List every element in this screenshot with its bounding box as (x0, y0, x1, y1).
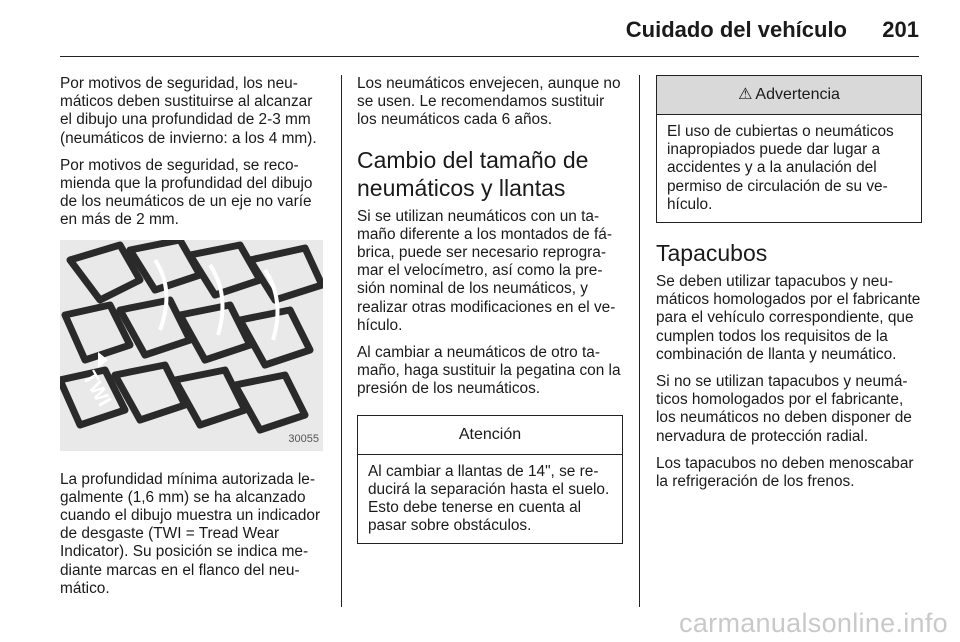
section-heading-tire-size: Cambio del tamaño de neumáticos y llantas (357, 146, 589, 201)
paragraph-tire-aging: Los neumáticos envejecen, aunque no se usen. Le recomendamos sustituir los neumáticos cada 6 años. (357, 75, 621, 129)
column-3 (656, 75, 922, 500)
column-2 (357, 75, 623, 554)
warning-title: Advertencia (755, 85, 840, 103)
warning-triangle-icon: ⚠ (738, 85, 753, 103)
tire-tread-illustration (60, 240, 323, 451)
paragraph-size-change: Si se utilizan neumáticos con un tamaño diferente a los montados de fábrica, puede ser necesario reprogramar el velocímetro, así como la presión nominal de los neumáticos, y realizar otras modificaciones en el vehículo. (357, 207, 616, 334)
paragraph-pressure-sticker: Al cambiar a neumáticos de otro tamaño, haga sustituir la pegatina con la presión de los neumáticos. (357, 344, 621, 398)
warning-header (657, 76, 921, 115)
column-divider-1 (341, 75, 342, 607)
watermark: carmanualsonline.info (679, 608, 948, 638)
notice-box (357, 415, 623, 545)
twi-marking: TWI (77, 367, 116, 411)
tire-tread-figure (60, 240, 323, 451)
section-heading-hubcaps: Tapacubos (656, 240, 768, 267)
warning-box (656, 75, 922, 223)
paragraph-axle-difference: Por motivos de seguridad, se recomienda que la profundidad del dibujo de los neumáticos de un eje no varíe en más de 2 mm. (60, 156, 313, 229)
page-header (60, 0, 919, 57)
figure-number: 30055 (288, 433, 319, 446)
page-number: 201 (882, 17, 919, 42)
paragraph-brake-cooling: Los tapacubos no deben menoscabar la refrigeración de los frenos. (656, 454, 914, 491)
paragraph-safety-depth: Por motivos de seguridad, los neumáticos deben sustituirse al alcanzar el dibujo una profundidad de 2-3 mm (neumáticos de invierno: a los 4 mm). (60, 75, 317, 147)
notice-text: Al cambiar a llantas de 14", se reducirá la separación hasta el suelo. Esto debe tenerse en cuenta al pasar sobre obstáculos. (368, 462, 610, 535)
paragraph-radial-rib: Si no se utilizan tapacubos y neumáticos homologados por el fabricante, los neumáticos no deben disponer de nervadura de protección radial. (656, 373, 912, 445)
notice-title: Atención (358, 416, 622, 455)
header-title: Cuidado del vehículo (625, 17, 847, 42)
column-1 (60, 75, 326, 607)
paragraph-hubcaps-approved: Se deben utilizar tapacubos y neumáticos homologados por el fabricante para el vehículo correspondiente, que cumplen todos los requisitos de la combinación de llanta y neumático. (656, 273, 921, 363)
warning-text: El uso de cubiertas o neumáticos inapropiados puede dar lugar a accidentes y a la anulación del permiso de circulación de su vehículo. (667, 123, 894, 213)
paragraph-twi: La profundidad mínima autorizada legalmente (1,6 mm) se ha alcanzado cuando el dibujo muestra un indicador de desgaste (TWI = Tread Wear Indicator). Su posición se indica mediante marcas en el flanco del neumático. (60, 470, 321, 597)
column-divider-2 (639, 75, 640, 607)
